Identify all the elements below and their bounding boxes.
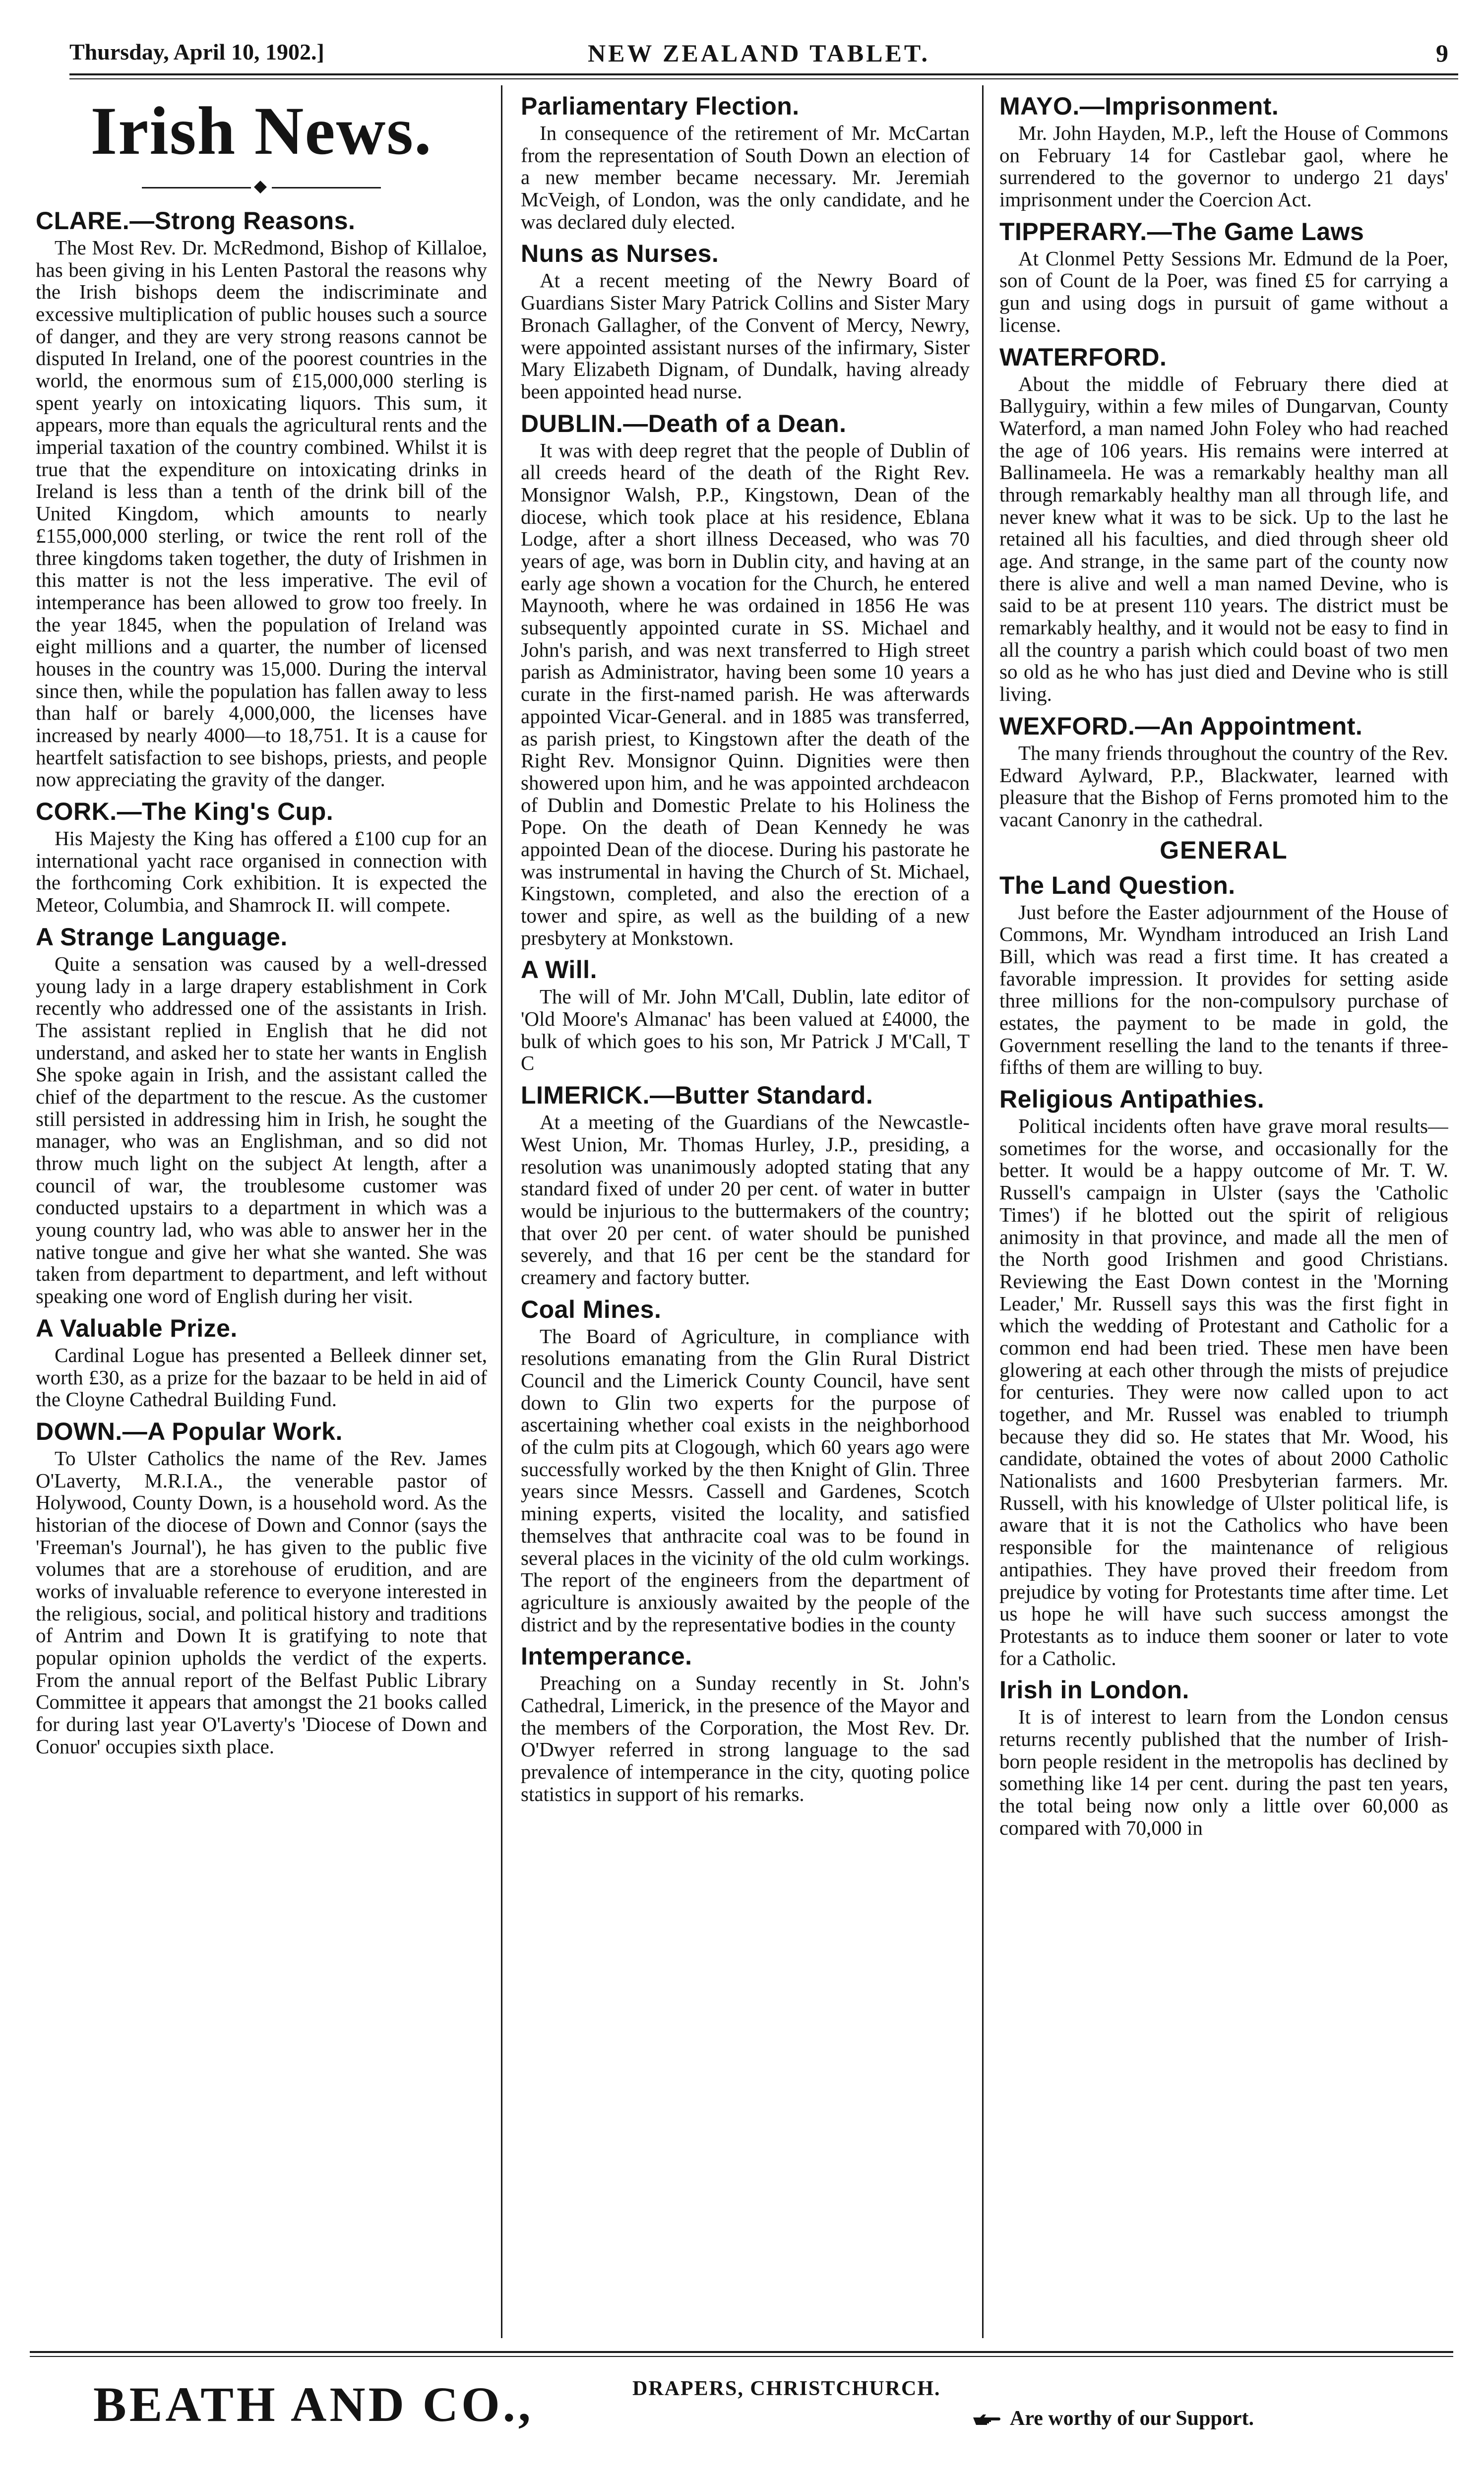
- news-article: [999, 343, 1448, 705]
- article-body: It is of interest to learn from the London census returns recently published that the number of Irish-born people resident in the metropolis has declined by something like 14 per cent. during the past ten years, the total being now only a little over 60,000 as compared with 70,000 in: [999, 1705, 1448, 1839]
- article-headline: WEXFORD.—An Appointment.: [999, 712, 1363, 740]
- article-headline: TIPPERARY.—The Game Laws: [999, 217, 1364, 246]
- advertiser-trade: DRAPERS, CHRISTCHURCH.: [632, 2377, 941, 2400]
- advertiser-name: BEATH AND CO.,: [93, 2377, 534, 2432]
- issue-date: Thursday, April 10, 1902.]: [69, 39, 324, 64]
- article-body: At a recent meeting of the Newry Board of Guardians Sister Mary Patrick Collins and Sister Mary Bronach Gallagher, of the Convent of Mercy, Newry, were appointed assistant nurses of the infirmary, Sister Mary Elizabeth Dignam, of Dundalk, having already been appointed head nurse.: [521, 269, 970, 403]
- column-divider: [982, 85, 984, 2338]
- column-2: [521, 85, 970, 2338]
- article-headline: WATERFORD.: [999, 343, 1167, 371]
- article-body: Cardinal Logue has presented a Belleek dinner set, worth £30, as a prize for the bazaar to be held in aid of the Cloyne Cathedral Building Fund.: [36, 1343, 487, 1411]
- column-divider: [501, 85, 502, 2338]
- article-body: Mr. John Hayden, M.P., left the House of Commons on February 14 for Castlebar gaol, where he surrendered to the governor to undergo 21 days' imprisonment under the Coercion Act.: [999, 122, 1448, 211]
- article-headline: Irish in London.: [999, 1676, 1189, 1704]
- article-headline: LIMERICK.—Butter Standard.: [521, 1081, 873, 1110]
- article-body: It was with deep regret that the people of Dublin of all creeds heard of the death of the Right Rev. Monsignor Walsh, P.P., Kingstown, Dean of the diocese, which took place at his residence, Eblana Lodge, after a short illness Deceased, who was 70 years of age, was born in Dublin city, and having at an early age shown a vocation for the Church, he entered Maynooth, where he was ordained in 1856 He was subsequently appointed curate in SS. Michael and John's parish, and was next transferred to High street parish as Administrator, having been some 10 years a curate in the first-named parish. He was afterwards appointed Vicar-General. and in 1885 was transferred, as parish priest, to Kingstown after the death of the Right Rev. Monsignor Quinn. Dignities were then showered upon him, and he was appointed archdeacon of Dublin and Domestic Prelate to his Holiness the Pope. On the death of Dean Kennedy he was appointed Dean of the diocese. During his pastorate he was instrumental in having the Church of St. Michael, Kingstown, completed, and also the erection of a tower and spire, as well as the building of a new presbytery at Monkstown.: [521, 438, 970, 949]
- news-article: [36, 923, 487, 1307]
- advert-tagline: Are worthy of our Support.: [1010, 2407, 1254, 2430]
- article-body: His Majesty the King has offered a £100 cup for an international yacht race organised in connection with the forthcoming Cork exhibition. It is expected the Meteor, Columbia, and Shamrock II. will compete.: [36, 827, 487, 917]
- article-headline: MAYO.—Imprisonment.: [999, 92, 1279, 120]
- article-headline: A Valuable Prize.: [36, 1314, 238, 1342]
- article-headline: CORK.—The King's Cup.: [36, 798, 334, 826]
- news-article: [999, 712, 1448, 831]
- article-body: In consequence of the retirement of Mr. McCartan from the representation of South Down an election of a new member became necessary. Mr. Jeremiah McVeigh, of London, was the only candidate, and he was declared duly elected.: [521, 122, 970, 233]
- article-body: The many friends throughout the country of the Rev. Edward Aylward, P.P., Blackwater, learned with pleasure that the Bishop of Ferns promoted him to the vacant Canonry in the cathedral.: [999, 741, 1448, 831]
- article-body: Political incidents often have grave moral results—sometimes for the worse, and occasionally for the better. It would be a happy outcome of Mr. T. W. Russell's campaign in Ulster (says the 'Catholic Times') if he blotted out the spirit of religious animosity in that province, and made all the men of the North good Irishmen and good Christians. Reviewing the East Down contest in the 'Morning Leader,' Mr. Russell says this was the first fight in which the wedding of Protestant and Catholic for a common end had been tried. These men have been glowering at each other through the mists of prejudice for centuries. They were now called upon to act together, and Mr. Russel was enabled to triumph because they did so. He states that Mr. Wood, his candidate, obtained the votes of about 2000 Catholic Nationalists and 1600 Presbyterian farmers. Mr. Russell, with his knowledge of Ulster political life, is aware that it is not the Catholics who have been responsible for the maintenance of religious antipathies. They have proved their freedom from prejudice by voting for Protestants time after time. Let us hope he will have such success amongst the Protestants as to induce them sooner or later to vote for a Catholic.: [999, 1114, 1448, 1670]
- news-article: [36, 207, 487, 791]
- article-headline: DUBLIN.—Death of a Dean.: [521, 409, 847, 437]
- article-body: About the middle of February there died at Ballyguiry, within a few miles of Dungarvan, County Waterford, a man named John Foley who had reached the age of 106 years. His remains were interred at Ballinameela. He was a remarkably healthy man all through remarkably healthy man all through life, and never knew what it was to be sick. Up to the last he retained all his faculties, and died through sheer old age. And strange, in the same part of the county now there is alive and well a man named Devine, who is said to be at present 110 years. The district must be remarkably healthy, and it would not be easy to find in all the country a parish which could boast of two men so old as he who has just died and Devine who is still living.: [999, 372, 1448, 706]
- news-article: [521, 1642, 970, 1805]
- article-headline: Nuns as Nurses.: [521, 240, 719, 268]
- article-headline: CLARE.—Strong Reasons.: [36, 206, 356, 235]
- publication-title: NEW ZEALAND TABLET.: [587, 39, 930, 67]
- news-article: [999, 1085, 1448, 1669]
- section-masthead: Irish News.: [90, 93, 433, 169]
- article-body: The Most Rev. Dr. McRedmond, Bishop of Killaloe, has been giving in his Lenten Pastoral the reasons why the Irish bishops deem the indiscriminate and excessive multiplication of public houses such a source of danger, and they are very strong reasons cannot be disputed In Ireland, one of the poorest countries in the world, the enormous sum of £15,000,000 sterling is spent yearly on intoxicating liquors. This sum, it appears, more than equals the agricultural rents and the imperial taxation of the country combined. Whilst it is true that the expenditure on intoxicating drinks in Ireland is less than a tenth of the drink bill of the United Kingdom, which amounts to nearly £155,000,000 sterling, or twice the rent roll of the three kingdoms taken together, the duty of Irishmen in this matter is not the less imperative. The evil of intemperance has been allowed to grow too freely. In the year 1845, when the population of Ireland was eight millions and a quarter, the number of licensed houses in the country was 15,000. During the interval since then, while the population has fallen away to less than half or barely 4,000,000, the licenses have increased by nearly 4000—to 18,751. It is a cause for heartfelt satisfaction to see bishops, priests, and people now appreciating the gravity of the danger.: [36, 236, 487, 791]
- column-1: [36, 85, 487, 2338]
- news-article: [521, 956, 970, 1074]
- header-rule-thin: [69, 78, 1458, 79]
- article-headline: Parliamentary Flection.: [521, 92, 800, 120]
- news-article: [521, 1081, 970, 1289]
- article-headline: A Strange Language.: [36, 923, 288, 951]
- article-body: The Board of Agriculture, in compliance with resolutions emanating from the Glin Rural District Council and the Limerick County Council, have sent down to Glin two experts for the purpose of ascertaining whether coal exists in the neighborhood of the culm pits at Clogough, which 60 years ago were successfully worked by the then Knight of Glin. Three years since Messrs. Cassell and Gardenes, Scotch mining experts, visited the locality, and satisfied themselves that anthracite coal was to be found in several places in the vicinity of the old culm workings. The report of the engineers from the department of agriculture is anxiously awaited by the people of the district and by the representative bodies in the county: [521, 1324, 970, 1636]
- news-article: [36, 1418, 487, 1758]
- news-article: [521, 92, 970, 233]
- article-body: At Clonmel Petty Sessions Mr. Edmund de la Poer, son of Count de la Poer, was fined £5 for carrying a gun and using dogs in pursuit of game without a license.: [999, 247, 1448, 336]
- article-body: The will of Mr. John M'Call, Dublin, late editor of 'Old Moore's Almanac' has been valued at £4000, the bulk of which goes to his son, Mr Patrick J M'Call, T C: [521, 985, 970, 1075]
- news-article: [521, 240, 970, 402]
- ornament-divider: ◆: [36, 176, 487, 196]
- news-article: [36, 798, 487, 916]
- news-article: [999, 92, 1448, 211]
- pointing-hand-icon: [972, 2413, 1003, 2427]
- article-body: Just before the Easter adjournment of the House of Commons, Mr. Wyndham introduced an Irish Land Bill, which was read a first time. It has created a favorable impression. It provides for setting aside three millions for the non-compulsory purchase of estates, the payment to be made in gold, the Government reselling the land to the tenants if three-fifths of them are willing to buy.: [999, 900, 1448, 1079]
- news-article: [999, 871, 1448, 1079]
- running-head: [69, 39, 1448, 78]
- section-heading: GENERAL: [1160, 836, 1288, 864]
- article-body: Quite a sensation was caused by a well-dressed young lady in a large drapery establishment in Cork recently who addressed one of the assistants in Irish. The assistant replied in English that he did not understand, and asked her to state her wants in English She spoke again in Irish, and the assistant called the chief of the department to the rescue. As the customer still persisted in addressing him in Irish, he sought the manager, who was an Englishman, and so did not throw much light on the subject At length, after a council of war, the troublesome customer was conducted upstairs to a department in which was a young country lad, who was able to answer her in the native tongue and give her what she wanted. She was taken from department to department, and left without speaking one word of English during her visit.: [36, 952, 487, 1308]
- news-article: [521, 410, 970, 949]
- article-headline: Intemperance.: [521, 1642, 692, 1671]
- news-article: [999, 218, 1448, 336]
- article-headline: DOWN.—A Popular Work.: [36, 1417, 343, 1445]
- page-number: 9: [1436, 39, 1448, 67]
- article-body: Preaching on a Sunday recently in St. John's Cathedral, Limerick, in the presence of the Mayor and the members of the Corporation, the Most Rev. Dr. O'Dwyer referred in strong language to the sad prevalence of intemperance in the city, quoting police statistics in support of his remarks.: [521, 1671, 970, 1805]
- article-body: At a meeting of the Guardians of the Newcastle-West Union, Mr. Thomas Hurley, J.P., presiding, a resolution was unanimously adopted stating that any standard fixed of under 20 per cent. of water in butter would be injurious to the buttermakers of the country; that over 20 per cent. of water should be punished severely, and that 16 per cent be the standard for creamery and factory butter.: [521, 1111, 970, 1289]
- news-article: [521, 1296, 970, 1636]
- news-article: [36, 1314, 487, 1411]
- article-headline: The Land Question.: [999, 871, 1236, 899]
- article-headline: A Will.: [521, 956, 597, 984]
- article-headline: Religious Antipathies.: [999, 1085, 1265, 1114]
- footer-rule: [30, 2351, 1453, 2353]
- advert-tagline-row: [972, 2407, 1254, 2430]
- article-body: To Ulster Catholics the name of the Rev. James O'Laverty, M.R.I.A., the venerable pastor of Holywood, County Down, is a household word. As the historian of the diocese of Down and Connor (says the 'Freeman's Journal'), he has given to the public five volumes that are a storehouse of erudition, and are works of invaluable reference to everyone interested in the religious, social, and political history and traditions of Antrim and Down It is gratifying to note that popular opinion upholds the verdict of the experts. From the annual report of the Belfast Public Library Committee it appears that amongst the 21 books called for during last year O'Laverty's 'Diocese of Down and Conuor' occupies sixth place.: [36, 1446, 487, 1758]
- column-3: [999, 85, 1448, 2338]
- article-headline: Coal Mines.: [521, 1295, 662, 1323]
- news-article: [999, 1676, 1448, 1839]
- footer-rule-thin: [30, 2356, 1453, 2357]
- header-rule: [69, 73, 1458, 75]
